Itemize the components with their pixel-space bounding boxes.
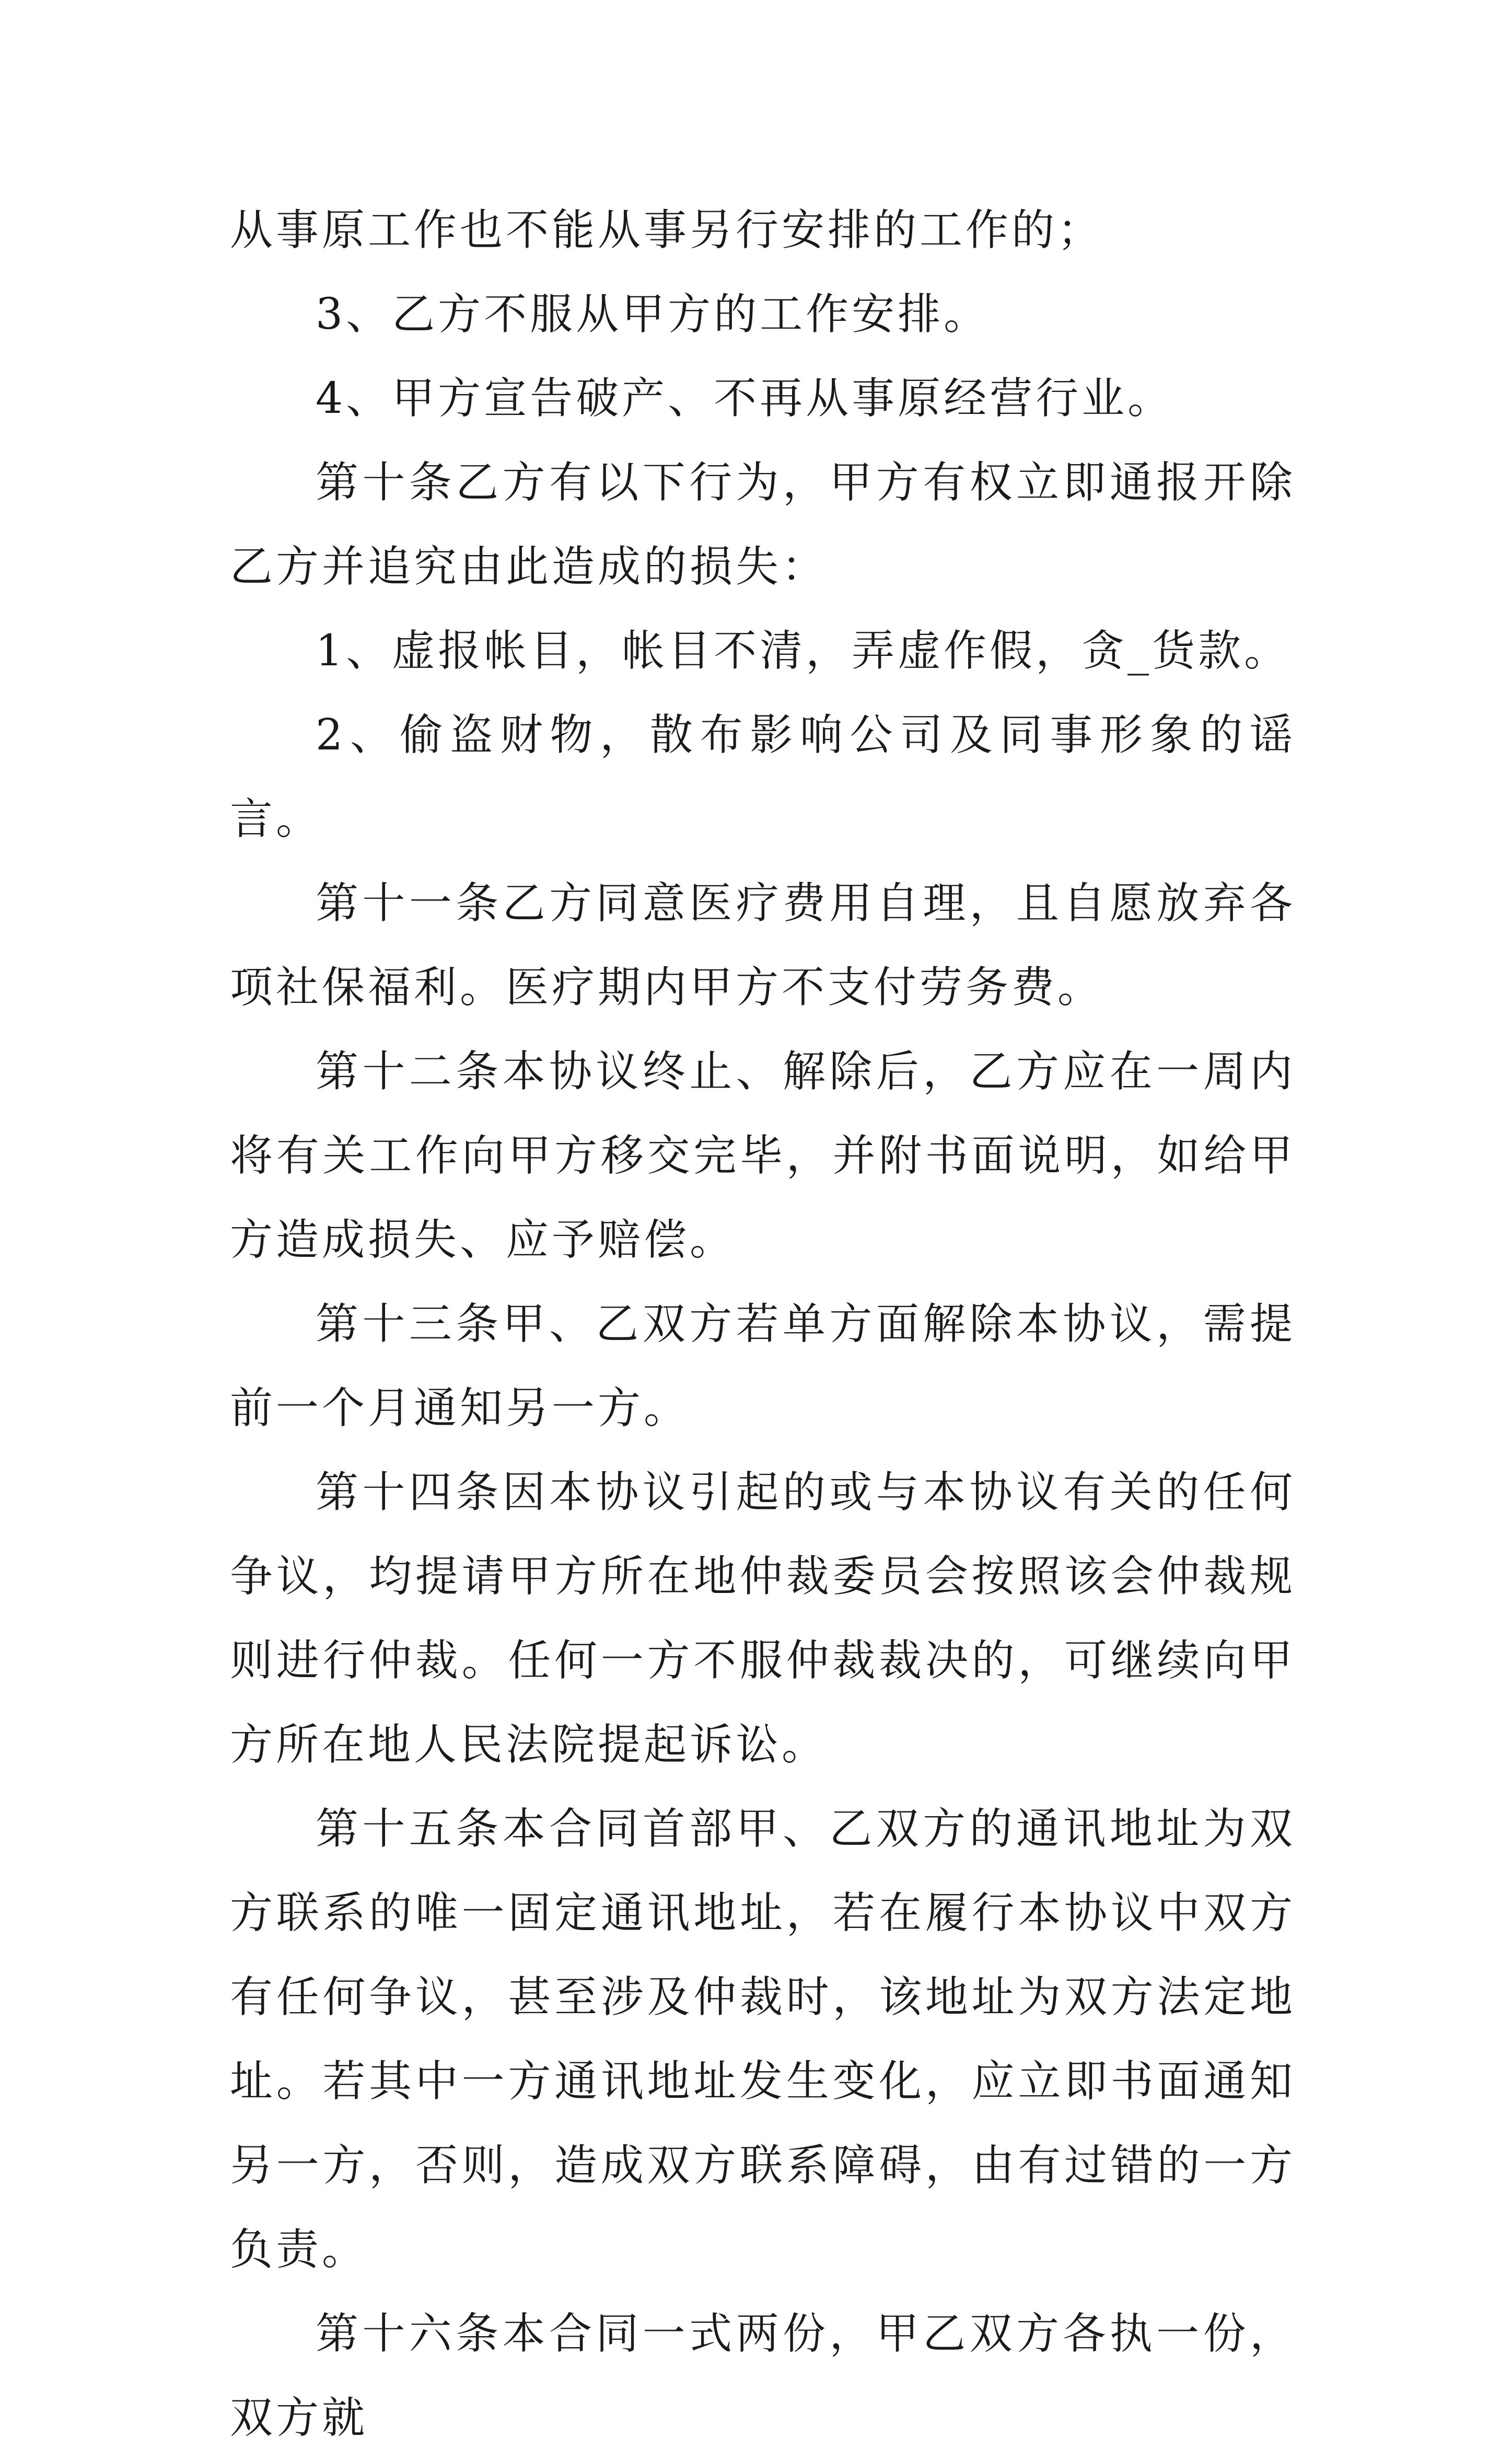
paragraph: 2、偷盗财物，散布影响公司及同事形象的谣言。 bbox=[230, 710, 1296, 844]
document-body bbox=[230, 188, 1296, 2460]
paragraph: 1、虚报帐目，帐目不清，弄虚作假，贪_货款。 bbox=[316, 626, 1290, 676]
paragraph: 从事原工作也不能从事另行安排的工作的； bbox=[230, 205, 1104, 255]
paragraph: 第十四条因本协议引起的或与本协议有关的任何争议，均提请甲方所在地仲裁委员会按照该会仲裁规则进行仲裁。任何一方不服仲裁裁决的，可继续向甲方所在地人民法院提起诉讼。 bbox=[230, 1468, 1296, 1770]
paragraph: 第十一条乙方同意医疗费用自理，且自愿放弃各项社保福利。医疗期内甲方不支付劳务费。 bbox=[230, 879, 1296, 1012]
paragraph: 第十三条甲、乙双方若单方面解除本协议，需提前一个月通知另一方。 bbox=[230, 1299, 1296, 1433]
paragraph: 4、甲方宣告破产、不再从事原经营行业。 bbox=[316, 374, 1174, 423]
paragraph: 3、乙方不服从甲方的工作安排。 bbox=[316, 290, 990, 339]
paragraph: 第十六条本合同一式两份，甲乙双方各执一份，双方就 bbox=[230, 2309, 1296, 2443]
paragraph: 第十条乙方有以下行为，甲方有权立即通报开除乙方并追究由此造成的损失： bbox=[230, 458, 1296, 592]
paragraph: 第十五条本合同首部甲、乙双方的通讯地址为双方联系的唯一固定通讯地址，若在履行本协议中双方有任何争议，甚至涉及仲裁时，该地址为双方法定地址。若其中一方通讯地址发生变化，应立即书面通知另一方，否则，造成双方联系障碍，由有过错的一方负责。 bbox=[230, 1804, 1296, 2274]
paragraph: 第十二条本协议终止、解除后，乙方应在一周内将有关工作向甲方移交完毕，并附书面说明，如给甲方造成损失、应予赔偿。 bbox=[230, 1047, 1296, 1265]
